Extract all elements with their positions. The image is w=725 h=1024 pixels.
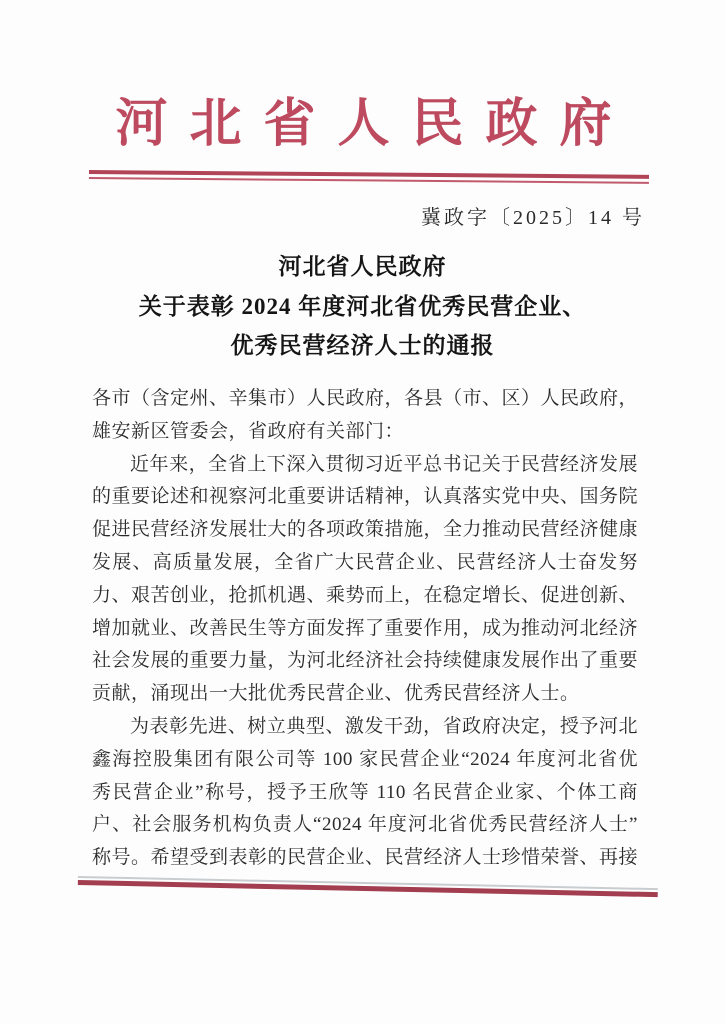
body-line: 秀民营企业”称号，授予王欣等 110 名民营企业家、个体工商 — [92, 781, 638, 803]
title-line-1: 河北省人民政府 — [278, 254, 447, 279]
body-line: 雄安新区管委会，省政府有关部门： — [92, 420, 405, 442]
body-line: 称号。希望受到表彰的民营企业、民营经济人士珍惜荣誉、再接 — [92, 847, 638, 869]
body-line: 鑫海控股集团有限公司等 100 家民营企业“2024 年度河北省优 — [92, 748, 638, 770]
body-line: 增加就业、改善民生等方面发挥了重要作用，成为推动河北经济 — [92, 617, 638, 639]
masthead-double-rule — [89, 170, 649, 184]
body-line: 社会发展的重要力量，为河北经济社会持续健康发展作出了重要 — [92, 650, 638, 672]
body-line: 户、社会服务机构负责人“2024 年度河北省优秀民营经济人士” — [92, 814, 638, 836]
document-title — [0, 247, 725, 366]
body-line: 近年来，全省上下深入贯彻习近平总书记关于民营经济发展 — [130, 453, 638, 475]
body-line: 各市（含定州、辛集市）人民政府，各县（市、区）人民政府， — [92, 388, 638, 409]
title-line-3: 优秀民营经济人士的通报 — [230, 333, 495, 358]
document-body — [92, 383, 638, 875]
body-line: 贡献，涌现出一大批优秀民营企业、优秀民营经济人士。 — [92, 683, 580, 705]
body-line: 发展、高质量发展，全省广大民营企业、民营经济人士奋发努 — [92, 551, 638, 573]
page-bottom-edge — [78, 876, 658, 897]
title-line-2: 关于表彰 2024 年度河北省优秀民营企业、 — [138, 293, 587, 319]
body-line: 为表彰先进、树立典型、激发干劲，省政府决定，授予河北 — [130, 715, 638, 737]
body-line: 促进民营经济发展壮大的各项政策措施，全力推动民营经济健康 — [92, 519, 638, 541]
document-number: 冀政字〔2025〕14 号 — [421, 207, 645, 229]
body-line: 力、艰苦创业，抢抓机遇、乘势而上，在稳定增长、促进创新、 — [92, 584, 638, 606]
agency-masthead: 河北省人民政府 — [115, 96, 634, 153]
body-line: 的重要论述和视察河北重要讲话精神，认真落实党中央、国务院 — [92, 486, 638, 508]
